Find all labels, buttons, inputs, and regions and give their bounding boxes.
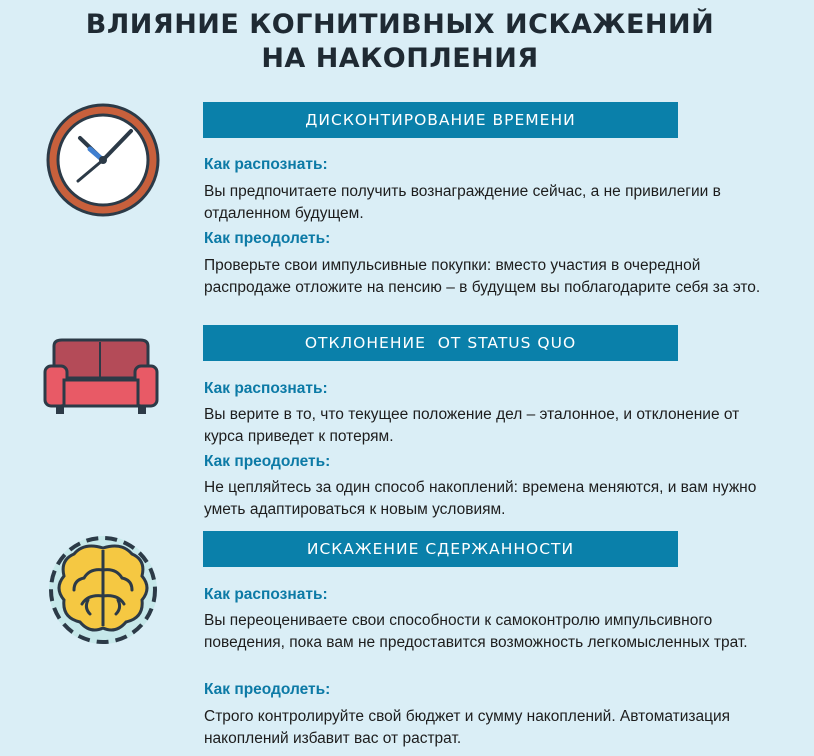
page-title	[0, 8, 800, 76]
section-1-recognize-label: Как распознать:	[204, 156, 328, 173]
section-3-banner: ИСКАЖЕНИЕ СДЕРЖАННОСТИ	[203, 531, 678, 567]
sofa-icon	[42, 338, 160, 418]
brain-icon	[44, 534, 162, 646]
section-2-recognize-label: Как распознать:	[204, 380, 328, 397]
section-1-banner: ДИСКОНТИРОВАНИЕ ВРЕМЕНИ	[203, 102, 678, 138]
title-line-2: НА НАКОПЛЕНИЯ	[261, 43, 539, 74]
section-3-overcome-text: Строго контролируйте свой бюджет и сумму накоплений. Автоматизация накоплений избавит вас от растрат.	[204, 708, 731, 747]
section-3-recognize-text: Вы переоцениваете свои способности к самоконтролю импульсивного поведения, пока вам не предоставится возможность легкомысленных трат.	[204, 612, 748, 651]
section-3-recognize-label: Как распознать:	[204, 586, 328, 603]
section-2-banner: ОТКЛОНЕНИЕ ОТ STATUS QUO	[203, 325, 678, 361]
section-1-recognize-text: Вы предпочитаете получить вознаграждение сейчас, а не привилегии в отдаленном будущем.	[204, 183, 721, 222]
section-2-recognize-text: Вы верите в то, что текущее положение дел – эталонное, и отклонение от курса приведет к потерям.	[204, 406, 740, 445]
section-1-overcome-label: Как преодолеть:	[204, 230, 331, 247]
section-3-overcome-label: Как преодолеть:	[204, 681, 331, 698]
section-2-overcome-label: Как преодолеть:	[204, 453, 331, 470]
section-2-overcome-text: Не цепляйтесь за один способ накоплений: времена меняются, и вам нужно уметь адаптироваться к новым условиям.	[204, 479, 757, 518]
section-1-overcome-text: Проверьте свои импульсивные покупки: вместо участия в очередной распродаже отложите на пенсию – в будущем вы поблагодарите себя за это.	[204, 257, 761, 296]
title-line-1: ВЛИЯНИЕ КОГНИТИВНЫХ ИСКАЖЕНИЙ	[85, 9, 715, 40]
clock-icon	[44, 101, 162, 219]
